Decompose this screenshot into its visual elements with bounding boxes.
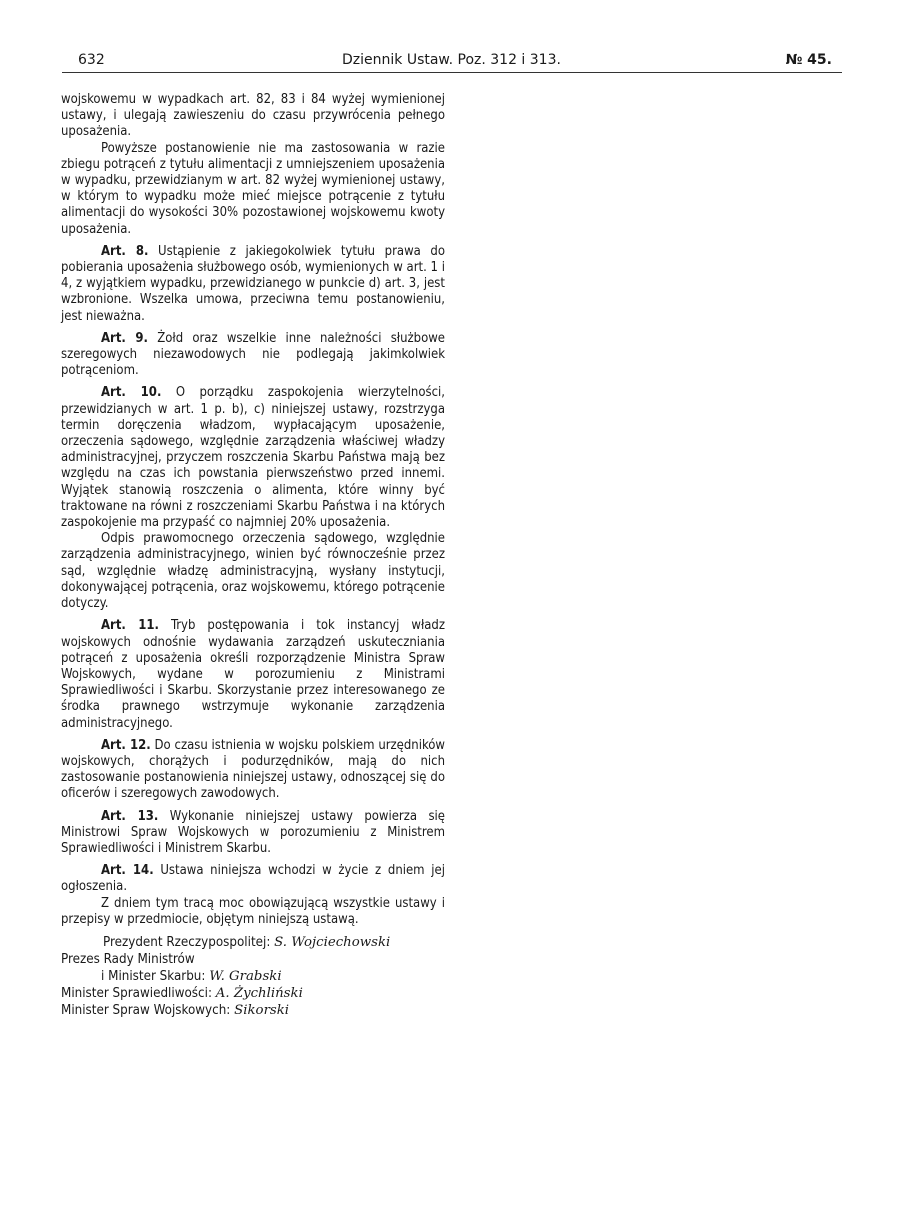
article-13-label: Art. 13. [101,808,159,824]
text-column [61,92,445,1019]
signature-president-name: S. Wojciechowski [274,934,391,950]
article-12-text: Do czasu istnienia w wojsku polskiem urzędników wojskowych, chorążych i podurzędników, mają do nich zastosowanie postanowienia niniejszej ustawy, odnoszącej się do oficerów i szeregowych zawodowych. [61,737,445,802]
article-8 [61,244,445,325]
journal-title: Dziennik Ustaw. Poz. 312 i 313. [342,52,561,68]
signature-prime-minister-title-line1: Prezes Rady Ministrów [61,951,195,967]
article-10 [61,385,445,531]
signature-military-title: Minister Spraw Wojskowych: [61,1002,231,1018]
signature-military-name: Sikorski [234,1002,290,1018]
signature-military [61,1002,445,1019]
signature-justice-name: A. Żychliński [215,985,303,1001]
article-14-label: Art. 14. [101,863,154,879]
article-8-text: Ustąpienie z jakiegokolwiek tytułu prawa do pobierania uposażenia służbowego osób, wymienionych w art. 1 i 4, z wyjątkiem wypadku, przewidzianego w punkcie d) art. 3, jest wzbronione. Wszelka umowa, przeciwna temu postanowieniu, jest nieważna. [61,243,445,324]
article-14-text: Ustawa niniejsza wchodzi w życie z dniem jej ogłoszenia. [61,863,445,895]
signature-prime-minister-name: W. Grabski [209,968,282,984]
article-8-label: Art. 8. [101,243,149,259]
signature-justice-title: Minister Sprawiedliwości: [61,985,212,1001]
article-13-text: Wykonanie niniejszej ustawy powierza się Ministrowi Spraw Wojskowych w porozumieniu z Ministrem Sprawiedliwości i Ministrem Skarbu. [61,808,445,856]
article-11 [61,618,445,731]
article-12 [61,738,445,803]
article-10-paragraph-2: Odpis prawomocnego orzeczenia sądowego, względnie zarządzenia administracyjnego, winien być równocześnie przez sąd, względnie władzę administracyjną, wysłany instytucji, dokonywającej potrącenia, oraz wojskowemu, którego potrącenie dotyczy. [61,531,445,612]
article-11-text: Tryb postępowania i tok instancyj władz wojskowych odnośnie wydawania zarządzeń uskuteczniania potrąceń z uposażenia określi rozporządzenie Ministra Spraw Wojskowych, wydane w porozumieniu z Ministrami Sprawiedliwości i Skarbu. Skorzystanie przez interesowanego ze środka prawnego wstrzymuje wykonanie zarządzenia administracyjnego. [61,618,445,731]
article-10-text: O porządku zaspokojenia wierzytelności, przewidzianych w art. 1 p. b), c) niniejszej ustawy, rozstrzyga termin doręczenia władzom, wypłacającym uposażenie, orzeczenia sądowego, względnie zarządzenia właściwej władzy administracyjnej, przyczem roszczenia Skarbu Państwa mają bez względu na czas ich powstania pierwszeństwo przed innemi. Wyjątek stanowią roszczenia o alimenta, które winny być traktowane na równi z roszczeniami Skarbu Państwa i na których zaspokojenie ma przypaść co najmniej 20% uposażenia. [61,385,445,531]
page-number: 632 [78,52,105,68]
signature-president [61,934,445,951]
signature-block [61,934,445,1019]
article-9-text: Żołd oraz wszelkie inne należności służbowe szeregowych niezawodowych nie podlegają jakimkolwiek potrąceniom. [61,330,446,379]
page-header [62,50,842,72]
paragraph-continuation: wojskowemu w wypadkach art. 82, 83 i 84 wyżej wymienionej ustawy, i ulegają zawieszeniu do czasu przywrócenia pełnego uposażenia. [61,92,445,140]
signature-prime-minister-title-line2: i Minister Skarbu: [101,968,206,984]
article-10-label: Art. 10. [101,385,162,401]
article-11-label: Art. 11. [101,618,159,634]
article-9 [61,331,445,380]
signature-justice [61,985,445,1002]
header-rule [62,72,842,73]
issue-number: № 45. [785,52,832,68]
paragraph-alimentacja: Powyższe postanowienie nie ma zastosowania w razie zbiegu potrąceń z tytułu alimentacji z umniejszeniem uposażenia w wypadku, przewidzianym w art. 82 wyżej wymienionej ustawy, w którym to wypadku może mieć miejsce potrącenie z tytułu alimentacji do wysokości 30% pozostawionej wojskowemu kwoty uposażenia. [61,140,445,237]
signature-prime-minister [61,968,445,985]
article-14 [61,863,445,895]
article-9-label: Art. 9. [101,330,149,346]
signature-president-title: Prezydent Rzeczypospolitej: [103,934,271,950]
article-14-paragraph-2: Z dniem tym tracą moc obowiązującą wszystkie ustawy i przepisy w przedmiocie, objętym niniejszą ustawą. [61,895,445,927]
article-13 [61,809,445,858]
article-12-label: Art. 12. [101,737,151,753]
